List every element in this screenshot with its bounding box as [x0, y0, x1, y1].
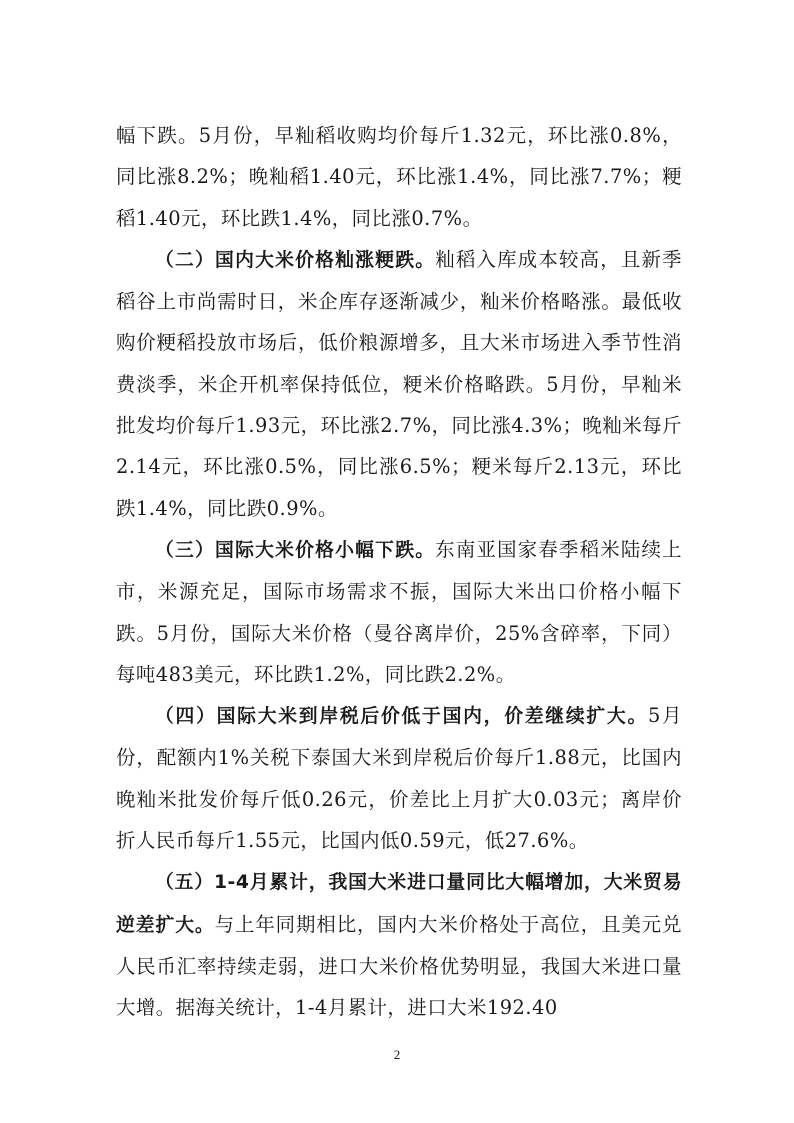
section-heading-4: （四）国际大米到岸税后价低于国内，价差继续扩大。: [155, 706, 649, 728]
paragraph-text: 东南亚国家春季稻米陆续上市，米源充足，国际市场需求不振，国际大米出口价格小幅下跌。5月份，国际大米价格（曼谷离岸价，25%含碎率，下同）每吨483美元，环比跌1.2%，同比跌2.2%。: [116, 537, 683, 686]
section-heading-2: （二）国内大米价格籼涨粳跌。: [155, 249, 436, 271]
paragraph-text: 与上年同期相比，国内大米价格处于高位，且美元兑人民币汇率持续走弱，进口大米价格优势明显，我国大米进口量大增。据海关统计，1-4月累计，进口大米192.40: [116, 912, 683, 1020]
paragraph-price-gap: [116, 695, 682, 861]
paragraph-text: 籼稻入库成本较高，且新季稻谷上市尚需时日，米企库存逐渐减少，籼米价格略涨。最低收购价粳稻投放市场后，低价粮源增多，且大米市场进入季节性消费淡季，米企开机率保持低位，粳米价格略跌。5月份，早籼米批发均价每斤1.93元，环比涨2.7%，同比涨4.3%；晚籼米每斤2.14元，环比涨0.5%，同比涨6.5%；粳米每斤2.13元，环比跌1.4%，同比跌0.9%。: [116, 247, 683, 520]
paragraph-text: 5月份，配额内1%关税下泰国大米到岸税后价每斤1.88元，比国内晚籼米批发价每斤低0.26元，价差比上月扩大0.03元；离岸价折人民币每斤1.55元，比国内低0.59元，低27.6%。: [116, 704, 683, 853]
paragraph-international-rice-prices: [116, 529, 682, 695]
section-heading-5: （五）1-4月累计，我国大米进口量同比大幅增加，大米贸易逆差扩大。: [116, 872, 682, 936]
section-heading-3: （三）国际大米价格小幅下跌。: [155, 539, 436, 561]
body-text: [116, 115, 682, 1029]
page-number: 2: [393, 1047, 401, 1062]
paragraph-text: 幅下跌。5月份，早籼稻收购均价每斤1.32元，环比涨0.8%，同比涨8.2%；晚籼稻1.40元，环比涨1.4%，同比涨7.7%；粳稻1.40元，环比跌1.4%，同比涨0.7%。: [116, 124, 682, 230]
paragraph-rice-imports: [116, 861, 682, 1028]
paragraph-domestic-rice-prices: [116, 239, 682, 529]
paragraph-rice-paddy-prices: [116, 115, 682, 239]
